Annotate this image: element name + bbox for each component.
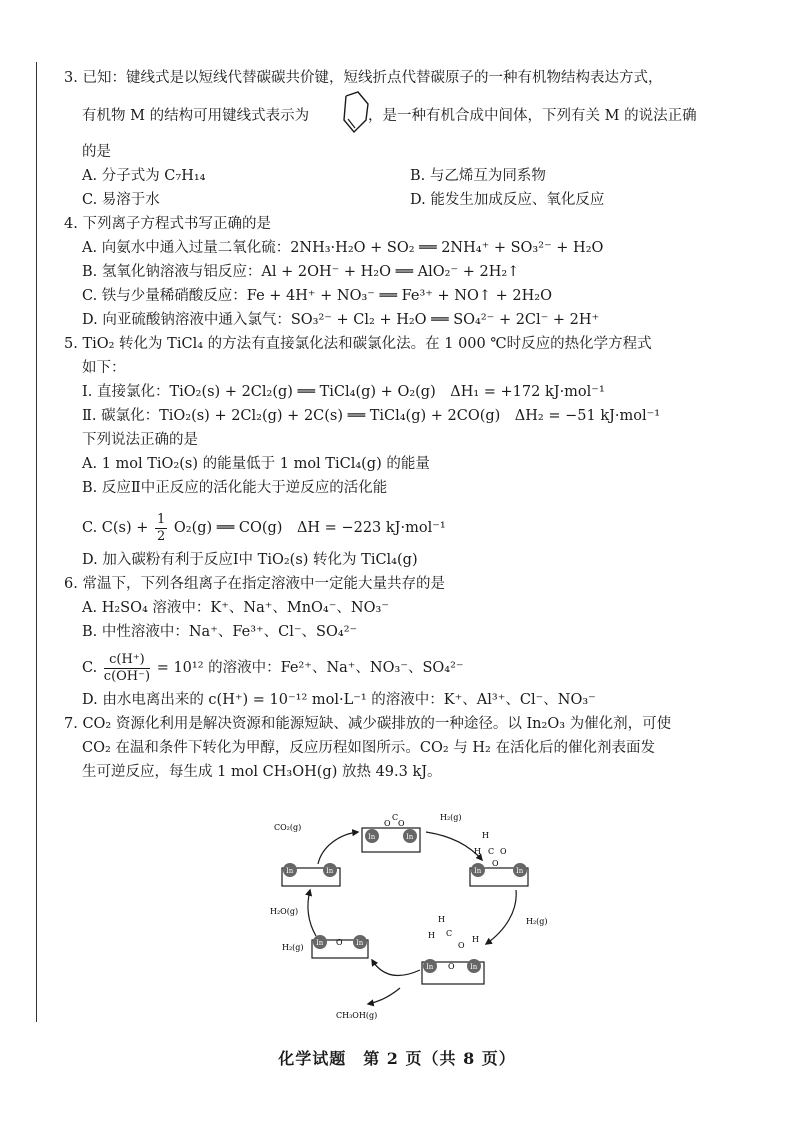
q3-option-d: D. 能发生加成反应、氧化反应 (410, 192, 605, 208)
label-in: In (474, 867, 482, 875)
catalyst-bottom (422, 915, 484, 984)
q5-stem-line2: 如下： (82, 360, 126, 376)
label-in: In (316, 939, 324, 947)
label-c: C (488, 847, 495, 856)
label-o: O (336, 938, 343, 947)
margin-line (36, 62, 37, 1022)
q7-stem-line3: 生可逆反应，每生成 1 mol CH₃OH(g) 放热 49.3 kJ。 (82, 764, 442, 780)
arrow-ch3oh-out (368, 988, 400, 1004)
q5-option-c-suffix: O₂(g) ══ CO(g) ΔH = −223 kJ·mol⁻¹ (173, 520, 446, 536)
q4-option-a: A. 向氨水中通入过量二氧化硫：2NH₃·H₂O + SO₂ ══ 2NH₄⁺ + SO₃²⁻ + H₂O (82, 240, 604, 256)
q5-fraction-denominator: 2 (157, 528, 166, 544)
q6-option-a: A. H₂SO₄ 溶液中：K⁺、Na⁺、MnO₄⁻、NO₃⁻ (82, 600, 389, 616)
q5-option-c (82, 510, 446, 546)
q5-equation-2: Ⅱ. 碳氯化：TiO₂(s) + 2Cl₂(g) + 2C(s) ══ TiCl₄(g) + 2CO(g) ΔH₂ = −51 kJ·mol⁻¹ (82, 408, 661, 424)
q5-fraction (155, 512, 167, 545)
q4-stem: 4. 下列离子方程式书写正确的是 (64, 216, 271, 232)
q3-option-a: A. 分子式为 C₇H₁₄ (82, 168, 206, 184)
label-in: In (326, 867, 334, 875)
q3-stem-line1: 3. 已知：键线式是以短线代替碳碳共价键，短线折点代替碳原子的一种有机物结构表达方式， (64, 70, 663, 86)
q6-fraction-numerator: c(H⁺) (104, 652, 150, 669)
label-h: H (474, 847, 481, 856)
q7-stem-line2: CO₂ 在温和条件下转化为甲醇，反应历程如图所示。CO₂ 与 H₂ 在活化后的催化剂表面发 (82, 740, 655, 756)
catalyst-left-bottom (312, 935, 368, 958)
page-footer: 化学试题 第 2 页（共 8 页） (278, 1049, 516, 1068)
label-in: In (406, 833, 414, 841)
label-h: H (438, 915, 445, 924)
label-h2-top: H₂(g) (440, 813, 462, 822)
q6-option-c-prefix: C. (82, 660, 98, 676)
q5-option-c-prefix: C. C(s) + (82, 520, 149, 536)
label-o: O (398, 819, 405, 828)
arrow-ch3oh-release (372, 960, 420, 975)
q4-option-b: B. 氢氧化钠溶液与铝反应：Al + 2OH⁻ + H₂O ══ AlO₂⁻ + 2H₂↑ (82, 264, 520, 280)
label-in: In (426, 963, 434, 971)
label-in: In (356, 939, 364, 947)
q4-option-d: D. 向亚硫酸钠溶液中通入氯气：SO₃²⁻ + Cl₂ + H₂O ══ SO₄²⁻ + 2Cl⁻ + 2H⁺ (82, 312, 600, 328)
q5-fraction-numerator: 1 (157, 511, 166, 527)
q3-option-b: B. 与乙烯互为同系物 (410, 168, 546, 184)
q3-option-c: C. 易溶于水 (82, 192, 160, 208)
q6-option-d: D. 由水电离出来的 c(H⁺) = 10⁻¹² mol·L⁻¹ 的溶液中：K⁺、Al³⁺、Cl⁻、NO₃⁻ (82, 692, 596, 708)
label-co2: CO₂(g) (274, 823, 302, 832)
q3-stem-line3: 的是 (82, 144, 111, 160)
label-o: O (384, 819, 391, 828)
label-h2-right: H₂(g) (526, 917, 548, 926)
catalyst-top (362, 813, 420, 852)
catalyst-right-top (470, 831, 528, 886)
reaction-cycle-diagram (270, 810, 570, 1032)
q6-fraction-denominator: c(OH⁻) (103, 668, 151, 684)
label-o: O (458, 941, 465, 950)
label-c: C (446, 929, 453, 938)
q6-option-c (82, 648, 464, 688)
q5-option-b: B. 反应Ⅱ中正反应的活化能大于逆反应的活化能 (82, 480, 388, 496)
label-h: H (472, 935, 479, 944)
label-in: In (516, 867, 524, 875)
label-h2o: H₂O(g) (270, 907, 299, 916)
label-in: In (470, 963, 478, 971)
label-in: In (368, 833, 376, 841)
label-in: In (286, 867, 294, 875)
arrow-co2-adsorption (318, 832, 358, 864)
label-o: O (500, 847, 507, 856)
q6-stem: 6. 常温下，下列各组离子在指定溶液中一定能大量共存的是 (64, 576, 445, 592)
q5-stem-line1: 5. TiO₂ 转化为 TiCl₄ 的方法有直接氯化法和碳氯化法。在 1 000 ℃时反应的热化学方程式 (64, 336, 652, 352)
label-h: H (482, 831, 489, 840)
label-ch3oh: CH₃OH(g) (336, 1011, 378, 1020)
label-h: H (428, 931, 435, 940)
arrow-h2-second (486, 890, 516, 944)
label-c: C (392, 813, 399, 822)
catalyst-left-top (282, 863, 340, 886)
q6-fraction (104, 652, 150, 685)
q4-option-c: C. 铁与少量稀硝酸反应：Fe + 4H⁺ + NO₃⁻ ══ Fe³⁺ + NO↑ + 2H₂O (82, 288, 552, 304)
label-o: O (492, 859, 499, 868)
arrow-h2o-release (308, 890, 316, 936)
q7-stem-line1: 7. CO₂ 资源化利用是解决资源和能源短缺、减少碳排放的一种途径。以 In₂O₃ 为催化剂，可使 (64, 716, 672, 732)
q6-option-c-suffix: = 10¹² 的溶液中：Fe²⁺、Na⁺、NO₃⁻、SO₄²⁻ (156, 660, 464, 676)
label-h2-left: H₂(g) (282, 943, 304, 952)
q3-stem-line2b: ，是一种有机合成中间体，下列有关 M 的说法正确 (368, 108, 697, 124)
q5-stem-line3: 下列说法正确的是 (82, 432, 198, 448)
q5-option-d: D. 加入碳粉有利于反应Ⅰ中 TiO₂(s) 转化为 TiCl₄(g) (82, 552, 418, 568)
q5-equation-1: Ⅰ. 直接氯化：TiO₂(s) + 2Cl₂(g) ══ TiCl₄(g) + O₂(g) ΔH₁ = +172 kJ·mol⁻¹ (82, 384, 605, 400)
label-o: O (448, 962, 455, 971)
q5-option-a: A. 1 mol TiO₂(s) 的能量低于 1 mol TiCl₄(g) 的能量 (82, 456, 430, 472)
q3-stem-line2a: 有机物 M 的结构可用键线式表示为 (82, 108, 310, 124)
q6-option-b: B. 中性溶液中：Na⁺、Fe³⁺、Cl⁻、SO₄²⁻ (82, 624, 358, 640)
